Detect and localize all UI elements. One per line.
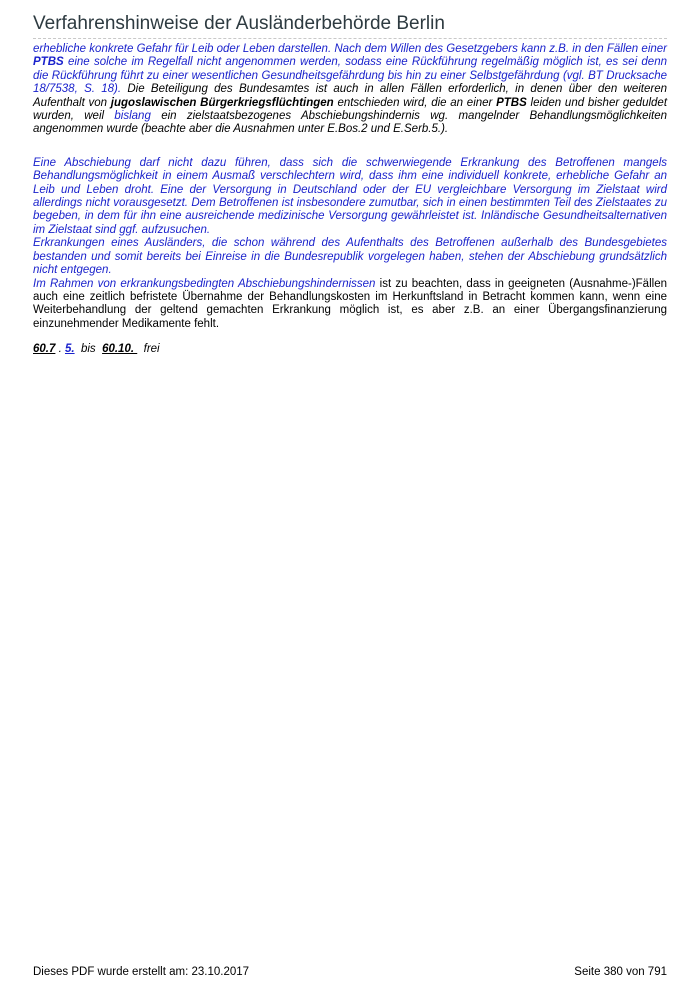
paragraph-1 [33,43,667,137]
ref-link-60-7[interactable]: 60.7 [33,343,56,355]
document-body [33,43,667,331]
p1-emphasis: jugoslawischen Bürgerkriegsflüchtingen [110,96,334,109]
p4-text: ist zu beachten, dass in geeigneten (Ausnahme-)Fällen auch eine zeitlich befristete Übernahme der Behandlungskosten im Herkunftsland in Betracht kommen kann, wenn eine Weiterbehandlung der geltend gemachten Erkrankung möglich ist, es aber z.B. an einer Übergangsfinanzierung einzunehmender Medikamente fehlt. [33,277,667,330]
p1-text-b: eine solche im Regelfall nicht angenommen werden, sodass eine Rückführung regelmäßig möglich ist, es sei denn die Rückführung führt zu einer wesentlichen Gesundheitsgefährdung bis hin zu einer Selbstgefährdung (vgl. BT Drucksache 18/7538, S. 18). [33,56,667,96]
p1-ptbs-a: PTBS [33,56,64,69]
paragraph-4 [33,278,667,332]
p1-text-d: entschieden wird, die an einer [333,96,497,109]
p4-lead: Im Rahmen von erkrankungsbedingten Abschiebungshindernissen [33,277,376,290]
p1-ptbs-b: PTBS [496,96,527,109]
section-references [33,343,160,355]
ref-separator: . [55,343,65,355]
page-title: Verfahrenshinweise der Ausländerbehörde Berlin [33,13,445,34]
footer-page-number: Seite 380 von 791 [574,966,667,978]
ref-link-60-10[interactable]: 60.10. [102,343,138,355]
p1-text-e: leiden und bisher geduldet wurden, weil [33,96,668,123]
p1-bislang: bislang [114,110,151,123]
ref-bis: bis [74,343,103,355]
title-divider [33,38,667,39]
ref-frei: frei [137,343,160,355]
p1-text-f: ein zielstaatsbezogenes Abschiebungshindernis wg. mangelnder Behandlungsmöglichkeiten angenommen wurde (beachte aber die Ausnahmen unter E.Bos.2 und E.Serb.5.). [33,110,667,136]
p1-text-c: Die Beteiligung des Bundesamtes ist auch in allen Fällen erforderlich, in denen über den weiteren Aufenthalt von [33,83,667,109]
ref-link-5[interactable]: 5. [64,343,75,355]
footer-created-date: Dieses PDF wurde erstellt am: 23.10.2017 [33,966,250,978]
paragraph-2: Eine Abschiebung darf nicht dazu führen, dass sich die schwerwiegende Erkrankung des Betroffenen mangels Behandlungsmöglichkeit in einem Ausmaß verschlechtern wird, dass ihm eine individuell konkrete, erhebliche Gefahr an Leib und Leben droht. Eine der Versorgung in Deutschland oder der EU vergleichbare Versorgung im Zielstaat wird allerdings nicht vorausgesetzt. Dem Betroffenen ist insbesondere zumutbar, sich in einen bestimmten Teil des Zielstaates zu begeben, in dem für ihn eine ausreichende medizinische Versorgung gewährleistet ist. Inländische Gesundheitsalternativen im Zielstaat sind ggf. aufzusuchen. [33,156,667,236]
p1-text-a: erhebliche konkrete Gefahr für Leib oder Leben darstellen. Nach dem Willen des Gesetzgebers kann z.B. in den Fällen einer [33,43,667,55]
paragraph-3: Erkrankungen eines Ausländers, die schon während des Aufenthalts des Betroffenen außerhalb des Bundesgebietes bestanden und somit bereits bei Einreise in die Bundesrepublik vorgelegen haben, stehen der Abschiebung grundsätzlich nicht entgegen. [33,237,667,277]
